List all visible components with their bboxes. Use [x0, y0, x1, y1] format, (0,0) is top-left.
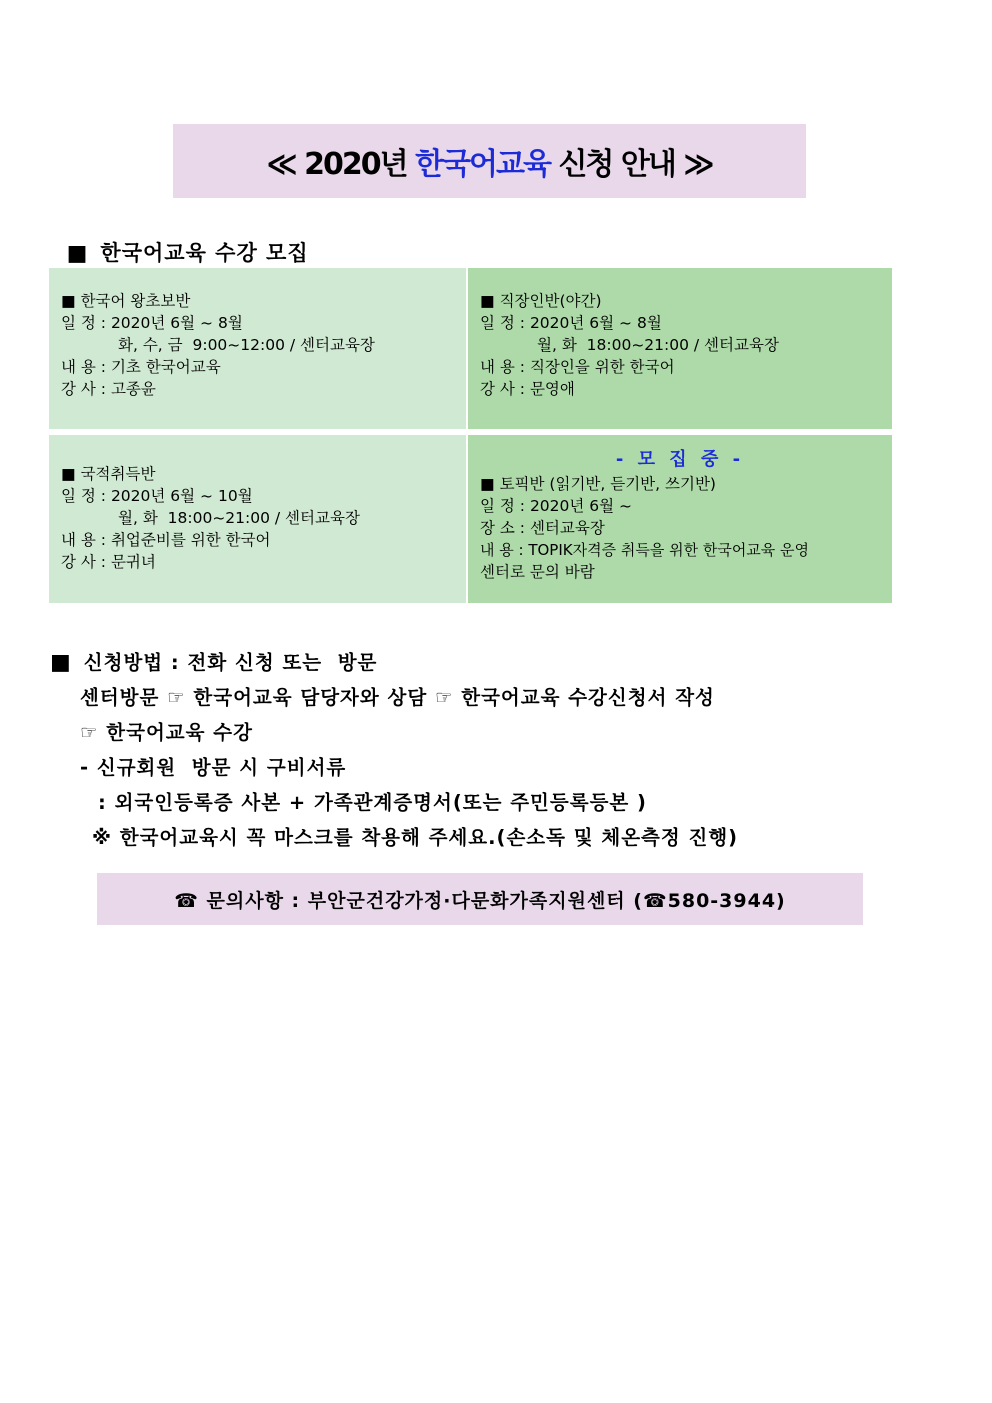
course-name: ■ 직장인반(야간) [480, 292, 602, 310]
course-schedule-time: 화, 수, 금 9:00~12:00 / 센터교육장 [118, 336, 375, 354]
method-step-2: ☞ 한국어교육 수강 [80, 721, 253, 744]
course-content: 내 용 : TOPIK자격증 취득을 위한 한국어교육 운영 [480, 541, 810, 559]
title-suffix: 신청 안내 ≫ [550, 147, 713, 182]
course-place: 장 소 : 센터교육장 [480, 519, 605, 537]
course-schedule-time: 월, 화 18:00~21:00 / 센터교육장 [118, 509, 360, 527]
course-name: ■ 국적취득반 [61, 465, 156, 483]
course-cell-worker [468, 268, 894, 429]
page-title [173, 124, 806, 198]
application-method [50, 645, 738, 855]
course-teacher: 강 사 : 문영애 [480, 380, 575, 398]
course-cell-beginner [49, 268, 468, 429]
course-schedule: 일 정 : 2020년 6월 ~ [480, 497, 633, 515]
course-teacher: 강 사 : 고종윤 [61, 380, 156, 398]
course-schedule: 일 정 : 2020년 6월 ~ 8월 [61, 314, 243, 332]
method-heading [50, 645, 738, 680]
course-cell-nationality [49, 435, 468, 603]
square-bullet-icon: ■ [50, 650, 72, 675]
title-highlight: 한국어교육 [415, 147, 550, 182]
course-name: ■ 토픽반 (읽기반, 듣기반, 쓰기반) [480, 475, 716, 493]
course-name: ■ 한국어 왕초보반 [61, 292, 191, 310]
course-teacher: 강 사 : 문귀녀 [61, 553, 156, 571]
course-schedule-time: 월, 화 18:00~21:00 / 센터교육장 [537, 336, 779, 354]
course-content: 내 용 : 직장인을 위한 한국어 [480, 358, 675, 376]
course-schedule: 일 정 : 2020년 6월 ~ 10월 [61, 487, 253, 505]
section-recruit-heading [50, 213, 309, 267]
recruiting-badge: - 모 집 중 - [615, 449, 745, 470]
course-content: 내 용 : 기초 한국어교육 [61, 358, 221, 376]
method-mask-notice: ※ 한국어교육시 꼭 마스크를 착용해 주세요.(손소독 및 체온측정 진행) [92, 826, 739, 849]
contact-info: ☎ 문의사항 : 부안군건강가정·다문화가족지원센터 (☎580-3944) [97, 873, 863, 925]
method-documents-list: : 외국인등록증 사본 + 가족관계증명서(또는 주민등록등본 ) [98, 791, 647, 814]
method-step-1: 센터방문 ☞ 한국어교육 담당자와 상담 ☞ 한국어교육 수강신청서 작성 [80, 686, 715, 709]
course-table [49, 268, 894, 603]
method-documents: - 신규회원 방문 시 구비서류 [80, 756, 347, 779]
square-bullet-icon: ■ [66, 241, 89, 266]
section-recruit-title: 한국어교육 수강 모집 [100, 241, 309, 265]
course-content: 내 용 : 취업준비를 위한 한국어 [61, 531, 271, 549]
course-schedule: 일 정 : 2020년 6월 ~ 8월 [480, 314, 662, 332]
method-heading-text: 신청방법 : 전화 신청 또는 방문 [83, 651, 378, 674]
course-note: 센터로 문의 바람 [480, 563, 595, 581]
title-prefix: ≪ 2020년 [266, 147, 416, 182]
course-cell-topik [468, 435, 894, 603]
